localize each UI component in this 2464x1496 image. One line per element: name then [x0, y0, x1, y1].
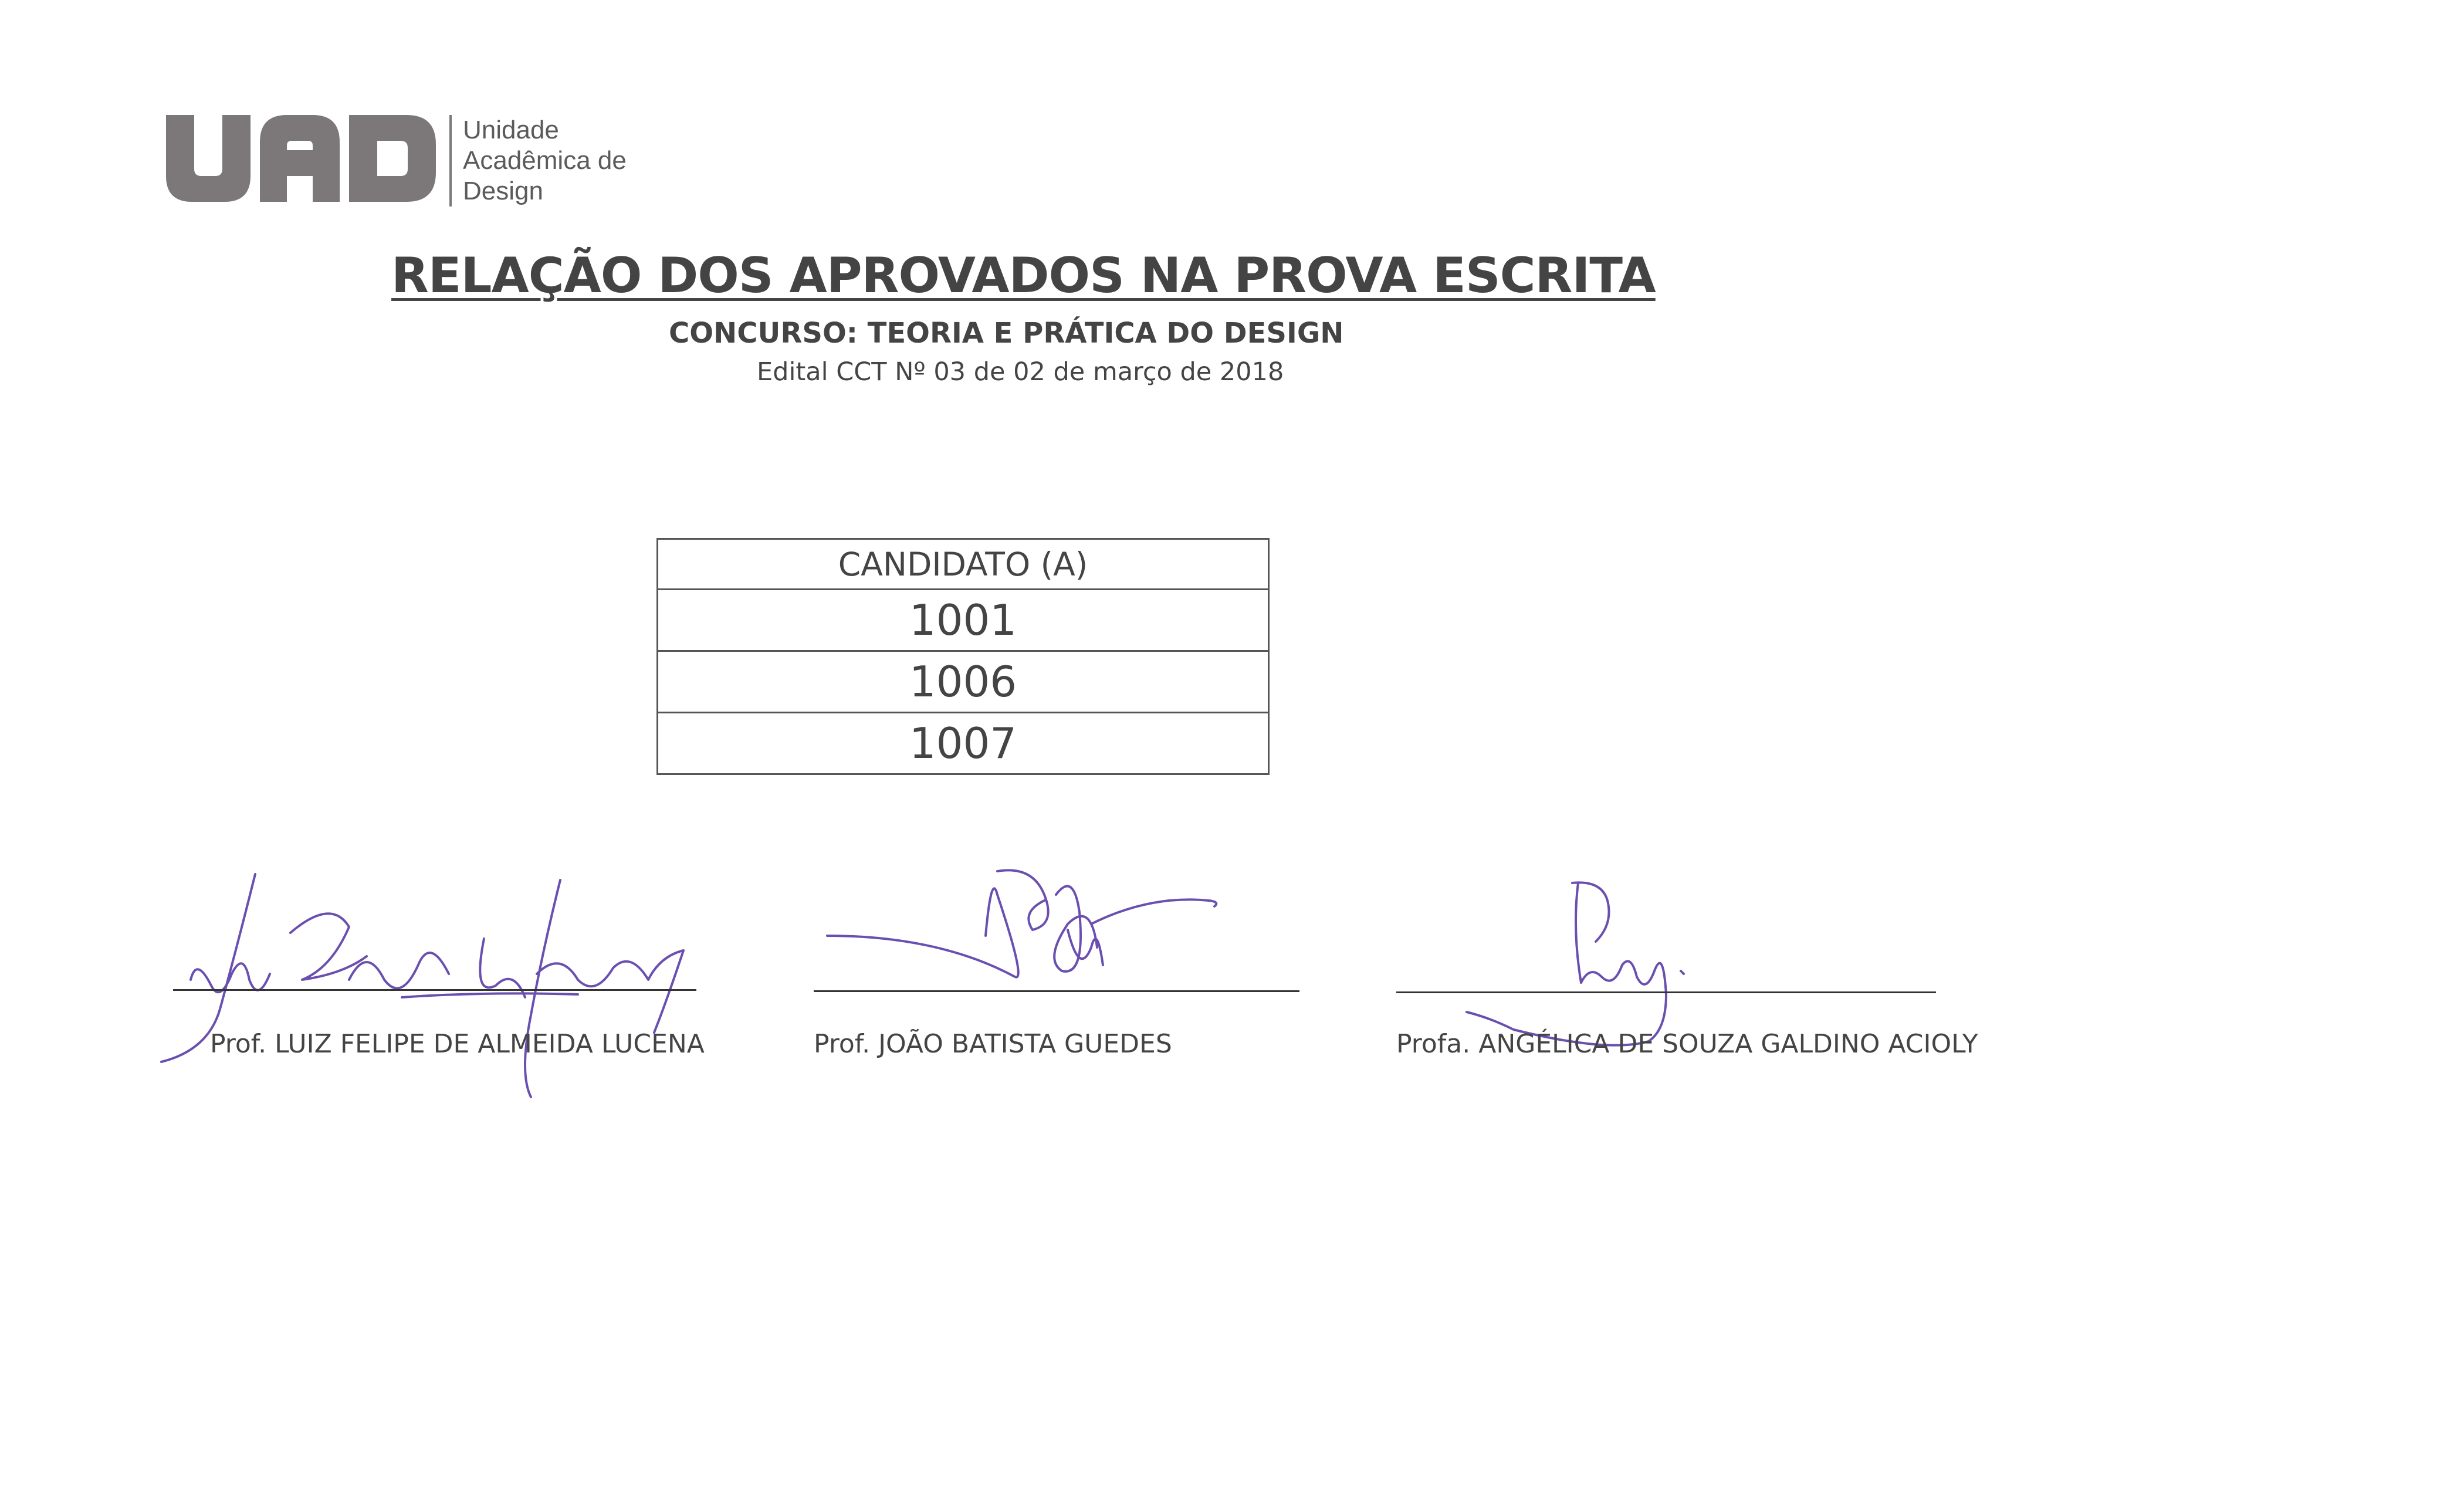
logo-line-2: Acadêmica de [463, 146, 627, 175]
candidate-number: 1006 [658, 651, 1269, 713]
signature-2-name: Prof. JOÃO BATISTA GUEDES [814, 1029, 1172, 1059]
signature-3-line [1396, 991, 1936, 993]
table-header-row [658, 539, 1269, 590]
signature-1-name: Prof. LUIZ FELIPE DE ALMEIDA LUCENA [210, 1029, 705, 1059]
uad-logo-icon [166, 115, 436, 202]
logo-text [463, 115, 627, 207]
signature-1-line [173, 989, 696, 991]
candidate-number: 1001 [658, 590, 1269, 651]
contest-name: CONCURSO: TEORIA E PRÁTICA DO DESIGN [669, 317, 1344, 350]
signature-2-line [814, 990, 1299, 992]
column-header-candidate: CANDIDATO (A) [658, 539, 1269, 590]
document-title: RELAÇÃO DOS APROVADOS NA PROVA ESCRITA [391, 247, 1656, 304]
signature-2-scribble [821, 859, 1232, 1006]
logo-divider [449, 115, 452, 207]
table-row [658, 590, 1269, 651]
signature-3-name: Profa. ANGÉLICA DE SOUZA GALDINO ACIOLY [1396, 1029, 1978, 1059]
logo-line-3: Design [463, 177, 543, 205]
table-row [658, 651, 1269, 713]
candidate-number: 1007 [658, 713, 1269, 774]
signature-1-scribble [155, 862, 701, 1109]
approved-candidates-table [656, 538, 1270, 775]
edital-reference: Edital CCT Nº 03 de 02 de março de 2018 [757, 357, 1284, 387]
table-row [658, 713, 1269, 774]
logo-line-1: Unidade [463, 116, 559, 144]
